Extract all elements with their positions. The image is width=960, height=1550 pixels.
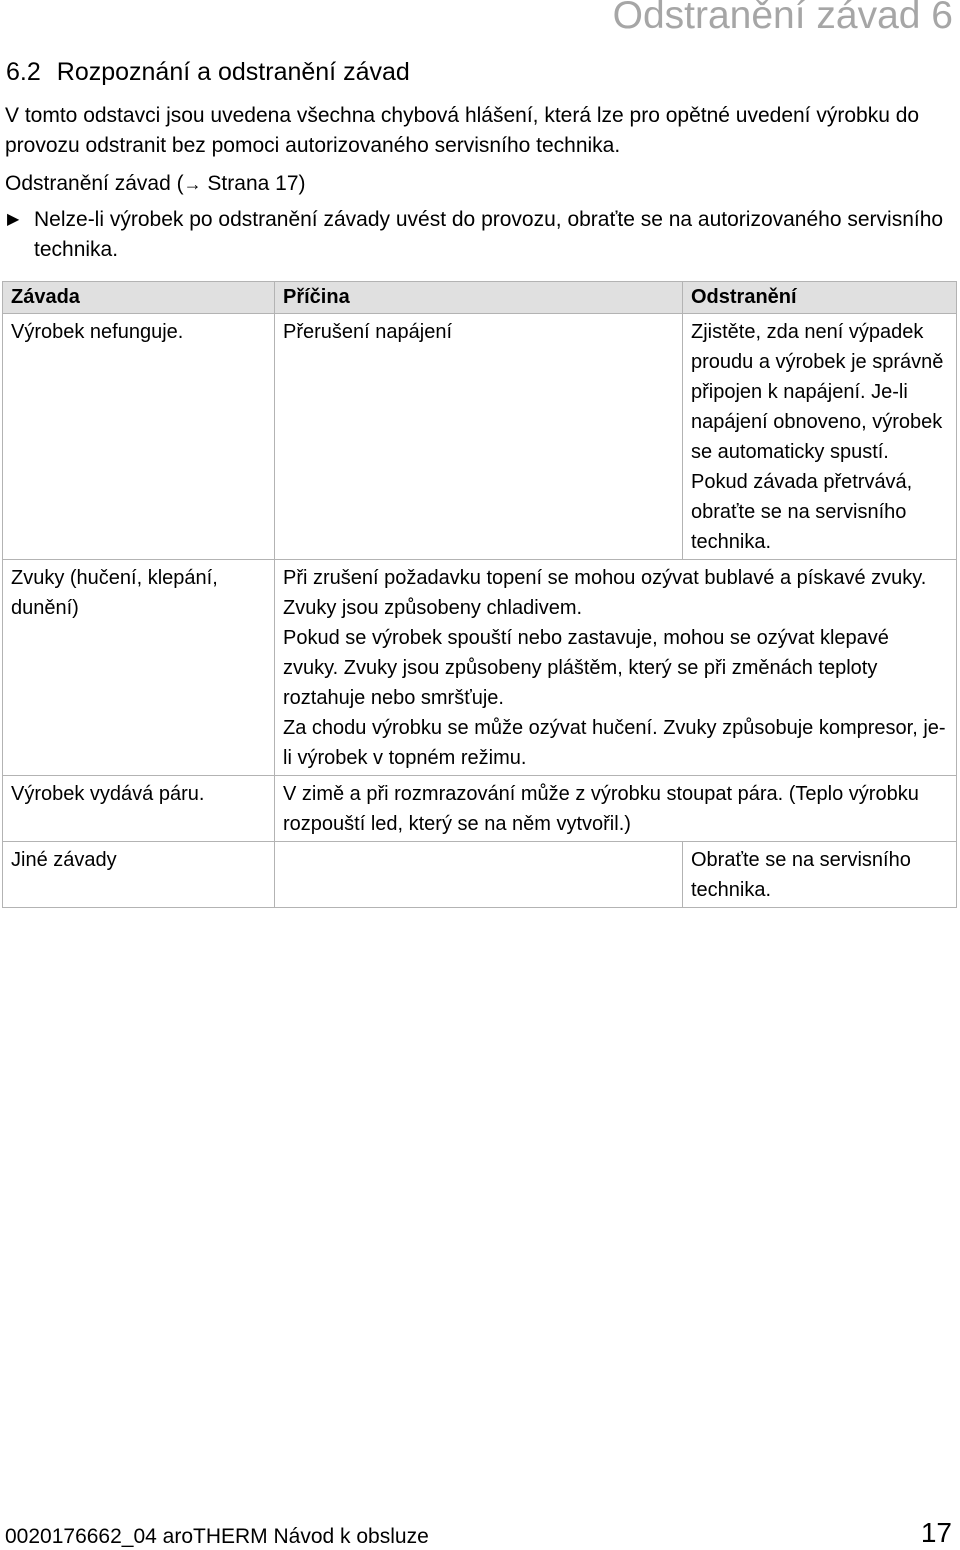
column-header-cause: Příčina [275, 282, 683, 314]
merged-explanation-cell [275, 776, 957, 842]
footer-page-number: 17 [920, 1517, 952, 1548]
column-header-fault: Závada [3, 282, 275, 314]
table-row [3, 776, 957, 842]
cause-cell: Přerušení napájení [275, 314, 683, 560]
section-heading [6, 58, 410, 87]
explanation-paragraph: Pokud se výrobek spouští nebo zastavuje, mohou se ozývat klepavé zvuky. Zvuky jsou způsobeny pláštěm, který se při změnách teploty roztahuje nebo smršťuje. [283, 627, 889, 709]
arrow-right-icon: → [183, 174, 202, 194]
explanation-paragraph: Při zrušení požadavku topení se mohou ozývat bublavé a pískavé zvuky. Zvuky jsou způsobeny chladivem. [283, 567, 927, 619]
intro-paragraph: V tomto odstavci jsou uvedena všechna chybová hlášení, která lze pro opětné uvedení výrobku do provozu odstranit bez pomoci autorizovaného servisního technika. [5, 104, 920, 157]
merged-explanation-cell [275, 560, 957, 776]
column-header-remedy: Odstranění [683, 282, 957, 314]
running-header: Odstranění závad 6 [612, 0, 953, 37]
fault-table [2, 281, 957, 908]
section-number: 6.2 [6, 58, 41, 86]
fault-cell: Jiné závady [3, 842, 275, 908]
fault-cell: Zvuky (hučení, klepání, dunění) [3, 560, 275, 776]
triangle-bullet-icon: ▶ [7, 211, 20, 228]
instruction-text: Nelze-li výrobek po odstranění závady uvést do provozu, obraťte se na autorizovaného servisního technika. [34, 208, 944, 261]
table-row [3, 314, 957, 560]
footer-document-id: 0020176662_04 aroTHERM Návod k obsluze [5, 1525, 429, 1548]
section-title: Rozpoznání a odstranění závad [56, 58, 410, 86]
cross-reference [5, 169, 306, 199]
explanation-paragraph: Za chodu výrobku se může ozývat hučení. Zvuky způsobuje kompresor, je-li výrobek v topném režimu. [283, 717, 946, 769]
xref-text: Odstranění závad ( [5, 172, 184, 195]
table-header-row [3, 282, 957, 314]
cause-cell [275, 842, 683, 908]
table-row [3, 842, 957, 908]
instruction-step [5, 205, 955, 265]
explanation-paragraph: V zimě a při rozmrazování může z výrobku stoupat pára. (Teplo výrobku rozpouští led, který se na něm vytvořil.) [283, 783, 919, 835]
fault-cell: Výrobek nefunguje. [3, 314, 275, 560]
remedy-cell: Zjistěte, zda není výpadek proudu a výrobek je správně připojen k napájení. Je-li napájení obnoveno, výrobek se automaticky spustí. Pokud závada přetrvává, obraťte se na servisního technika. [683, 314, 957, 560]
xref-target: Strana 17) [201, 172, 306, 195]
fault-cell: Výrobek vydává páru. [3, 776, 275, 842]
remedy-cell: Obraťte se na servisního technika. [683, 842, 957, 908]
table-row [3, 560, 957, 776]
